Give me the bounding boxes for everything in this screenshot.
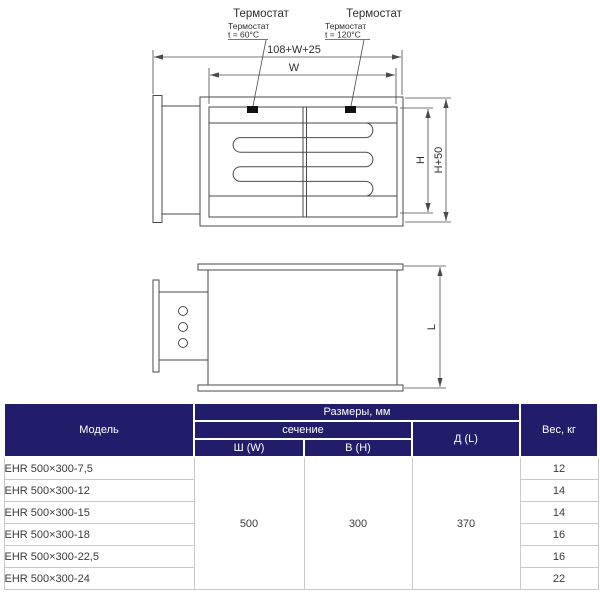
thermostat-title-1: Термостат — [233, 8, 289, 20]
col-header-w: Ш (W) — [194, 439, 304, 457]
thermostat-sub-name-2: Термостат — [325, 21, 367, 31]
side-body — [208, 270, 397, 385]
side-dimensions — [404, 266, 446, 388]
col-header-weight: Вес, кг — [520, 403, 598, 457]
dim-outer-height-label: H+50 — [433, 146, 445, 174]
shared-length-cell: 370 — [412, 457, 520, 590]
dim-total-width-label: 108+W+25 — [267, 44, 321, 56]
thermostat-sensor-120 — [345, 106, 356, 113]
front-inlet-flange — [153, 96, 162, 223]
col-header-dimensions: Размеры, мм — [194, 403, 520, 421]
heating-coil — [209, 123, 373, 196]
model-cell: EHR 500×300-18 — [4, 524, 194, 546]
thermostat-sub-temp-1: t = 60°C — [228, 29, 260, 40]
front-view — [153, 96, 403, 227]
cable-gland-2 — [179, 323, 188, 332]
col-header-l: Д (L) — [412, 421, 520, 457]
spec-table — [3, 402, 599, 590]
dim-inner-width-label: W — [288, 62, 300, 74]
callout-leader-120 — [351, 40, 364, 106]
model-cell: EHR 500×300-15 — [4, 502, 194, 524]
side-flange-bottom — [198, 385, 403, 391]
model-cell: EHR 500×300-22,5 — [4, 546, 194, 568]
cable-gland-1 — [179, 307, 188, 316]
side-view — [153, 264, 403, 391]
thermostat-sensor-60 — [247, 106, 258, 113]
side-inlet-flange — [153, 280, 159, 372]
thermostat-sub-temp-2: t = 120°C — [325, 29, 361, 40]
terminal-box — [159, 292, 208, 360]
cable-gland-3 — [179, 339, 188, 348]
weight-cell: 22 — [520, 568, 598, 590]
shared-width-cell: 500 — [194, 457, 304, 590]
weight-cell: 12 — [520, 457, 598, 480]
thermostat-sub-name-1: Термостат — [228, 21, 270, 31]
side-flange-top — [198, 264, 403, 270]
weight-cell: 16 — [520, 524, 598, 546]
col-header-section: сечение — [194, 421, 412, 439]
dim-length-label: L — [426, 323, 438, 331]
col-header-model: Модель — [4, 403, 194, 457]
spec-table-header — [4, 403, 598, 457]
model-cell: EHR 500×300-7,5 — [4, 457, 194, 480]
weight-cell: 14 — [520, 480, 598, 502]
model-cell: EHR 500×300-12 — [4, 480, 194, 502]
thermostat-title-2: Термостат — [346, 8, 402, 20]
dim-inner-height-label: H — [415, 156, 427, 164]
weight-cell: 16 — [520, 546, 598, 568]
table-row — [4, 457, 598, 480]
weight-cell: 14 — [520, 502, 598, 524]
shared-height-cell: 300 — [304, 457, 412, 590]
callout-leader-60 — [253, 40, 266, 106]
col-header-h: В (H) — [304, 439, 412, 457]
model-cell: EHR 500×300-24 — [4, 568, 194, 590]
